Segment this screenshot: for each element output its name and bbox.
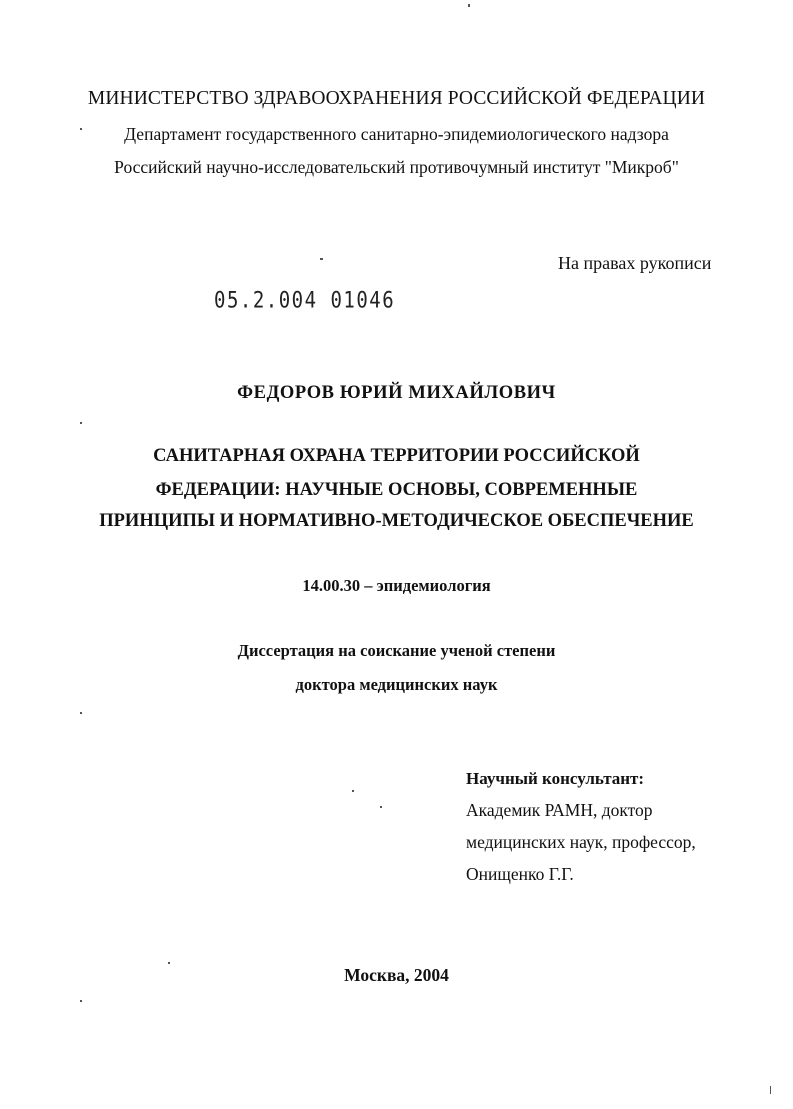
consultant-line-3: Онищенко Г.Г. (466, 864, 574, 884)
ministry-name: МИНИСТЕРСТВО ЗДРАВООХРАНЕНИЯ РОССИЙСКОЙ ФЕДЕРАЦИИ (87, 88, 706, 109)
title-line-3: ПРИНЦИПЫ И НОРМАТИВНО-МЕТОДИЧЕСКОЕ ОБЕСПЕЧЕНИЕ (99, 511, 694, 531)
registration-stamp: 05.2.004 01046 (214, 288, 396, 314)
scan-speck (80, 422, 82, 424)
scan-speck (468, 4, 470, 7)
scan-speck (770, 1086, 771, 1094)
scan-speck (380, 806, 382, 808)
scan-speck (80, 1000, 82, 1002)
scan-speck (80, 712, 82, 714)
city-year: Москва, 2004 (344, 965, 449, 985)
scan-speck (80, 128, 82, 130)
consultant-line-1: Академик РАМН, доктор (466, 800, 653, 820)
scan-speck (168, 962, 170, 964)
dissertation-line-1: Диссертация на соискание ученой степени (237, 641, 556, 660)
title-line-2: ФЕДЕРАЦИИ: НАУЧНЫЕ ОСНОВЫ, СОВРЕМЕННЫЕ (155, 480, 638, 500)
dissertation-line-2: доктора медицинских наук (295, 675, 498, 694)
specialty-code: 14.00.30 – эпидемиология (302, 576, 491, 595)
scan-speck (320, 258, 323, 260)
author-name: ФЕДОРОВ ЮРИЙ МИХАЙЛОВИЧ (237, 383, 556, 403)
institute-name: Российский научно-исследовательский противочумный институт "Микроб" (114, 157, 679, 177)
title-line-1: САНИТАРНАЯ ОХРАНА ТЕРРИТОРИИ РОССИЙСКОЙ (153, 446, 640, 466)
scan-speck (352, 790, 354, 792)
department-name: Департамент государственного санитарно-эпидемиологического надзора (124, 124, 669, 144)
consultant-line-2: медицинских наук, профессор, (466, 832, 696, 852)
consultant-heading: Научный консультант: (466, 769, 645, 788)
rights-note: На правах рукописи (558, 253, 712, 273)
